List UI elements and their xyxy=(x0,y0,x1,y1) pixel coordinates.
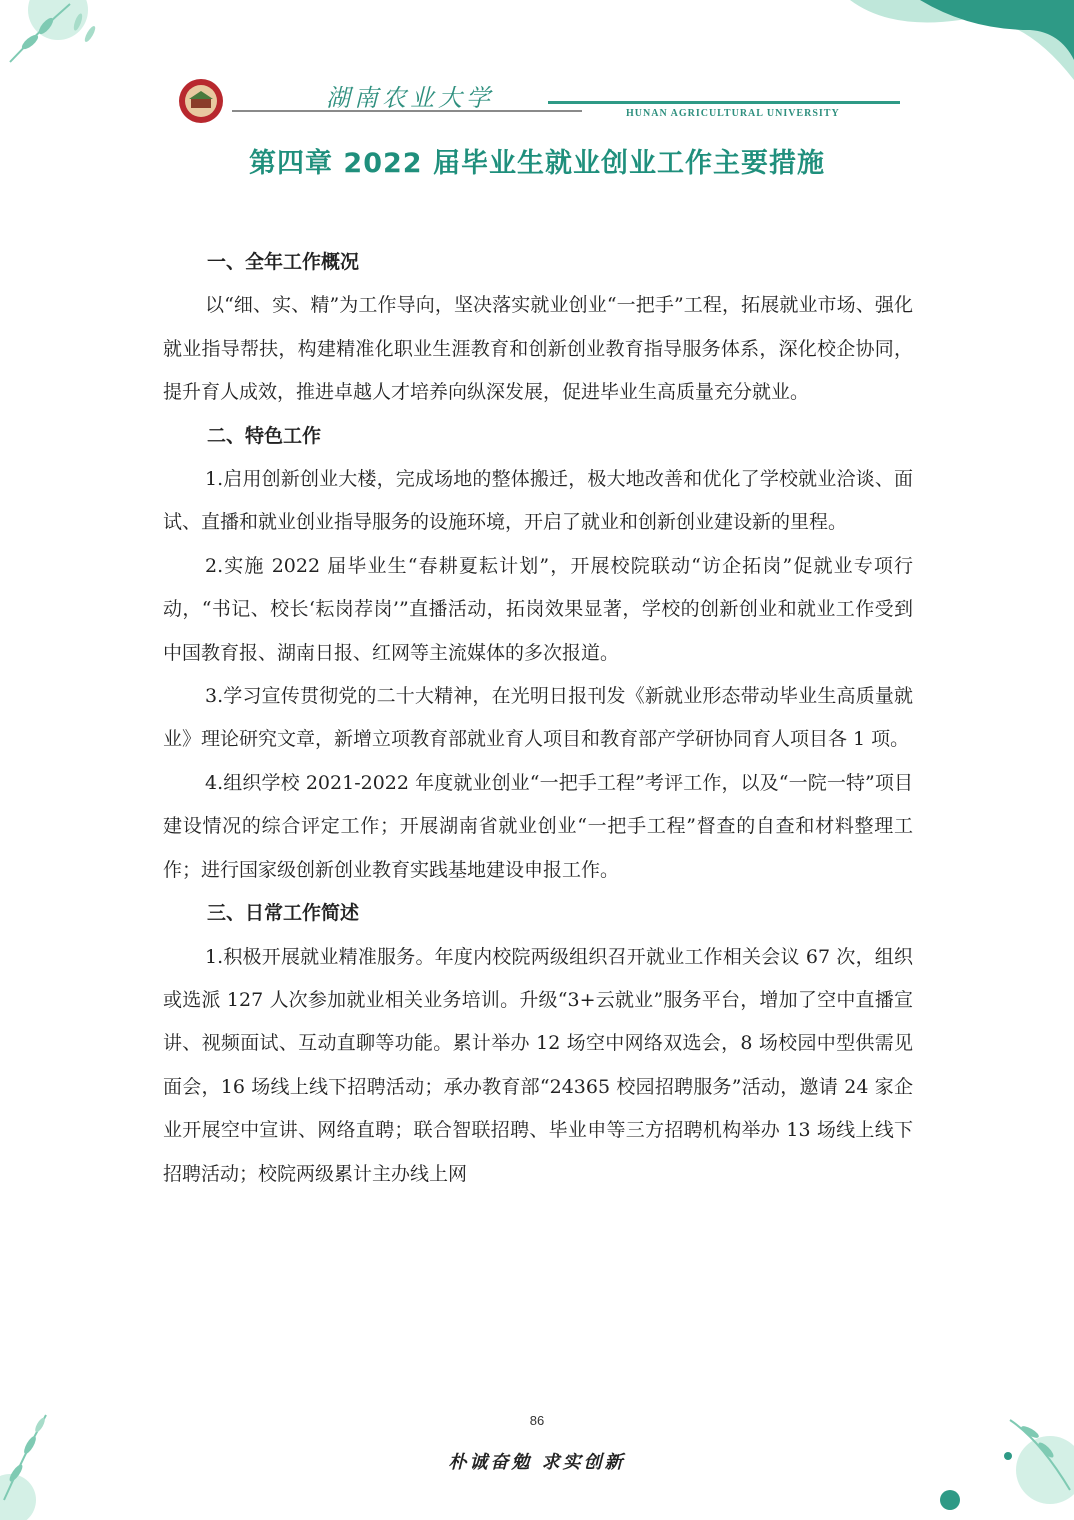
section-heading-featured: 二、特色工作 xyxy=(207,424,322,447)
university-name-en: HUNAN AGRICULTURAL UNIVERSITY xyxy=(626,108,840,119)
document-body xyxy=(163,241,913,1196)
bottom-left-leaf-decoration xyxy=(0,1405,80,1520)
university-name-cn: 湖南农业大学 xyxy=(326,84,494,112)
section-heading-overview: 一、全年工作概况 xyxy=(207,251,360,273)
header-rule-right xyxy=(548,101,900,104)
page-number: 86 xyxy=(529,1413,545,1428)
top-right-wave-decoration xyxy=(850,0,1074,90)
chapter-title: 第四章 2022 届毕业生就业创业工作主要措施 xyxy=(249,148,825,179)
paragraph: 1.启用创新创业大楼，完成场地的整体搬迁，极大地改善和优化了学校就业洽谈、面试、直播和就业创业指导服务的设施环境，开启了就业和创新创业建设新的里程。 xyxy=(163,468,913,534)
paragraph: 1.积极开展就业精准服务。年度内校院两级组织召开就业工作相关会议 67 次，组织或选派 127 人次参加就业相关业务培训。升级“3+云就业”服务平台，增加了空中直播宣讲、视频面试、互动直聊等功能。累计举办 12 场空中网络双选会，8 场校园中型供需见面会，16 场线上线下招聘活动；承办教育部“24365 校园招聘服务”活动，邀请 24 家企业开展空中宣讲、网络直聘；联合智联招聘、毕业申等三方招聘机构举办 13 场线上线下招聘活动；校院两级累计主办线上网 xyxy=(163,945,913,1185)
university-logo-icon xyxy=(178,78,224,124)
paragraph: 以“细、实、精”为工作导向，坚决落实就业创业“一把手”工程，拓展就业市场、强化就业指导帮扶，构建精准化职业生涯教育和创新创业教育指导服务体系，深化校企协同，提升育人成效，推进卓越人才培养向纵深发展，促进毕业生高质量充分就业。 xyxy=(163,294,913,404)
section-heading-routine: 三、日常工作简述 xyxy=(207,902,360,925)
footer-motto: 朴诚奋勉 求实创新 xyxy=(448,1452,626,1473)
bottom-right-leaf-decoration xyxy=(930,1410,1074,1520)
paragraph: 3.学习宣传贯彻党的二十大精神，在光明日报刊发《新就业形态带动毕业生高质量就业》理论研究文章，新增立项教育部就业育人项目和教育部产学研协同育人项目各 1 项。 xyxy=(163,685,913,751)
paragraph: 2.实施 2022 届毕业生“春耕夏耘计划”，开展校院联动“访企拓岗”促就业专项行动，“书记、校长‘耘岗荐岗’”直播活动，拓岗效果显著，学校的创新创业和就业工作受到中国教育报、湖南日报、红网等主流媒体的多次报道。 xyxy=(163,554,913,664)
top-left-leaf-decoration xyxy=(0,0,110,70)
paragraph: 4.组织学校 2021-2022 年度就业创业“一把手工程”考评工作，以及“一院一特”项目建设情况的综合评定工作；开展湖南省就业创业“一把手工程”督查的自查和材料整理工作；进行国家级创新创业教育实践基地建设申报工作。 xyxy=(163,771,913,881)
